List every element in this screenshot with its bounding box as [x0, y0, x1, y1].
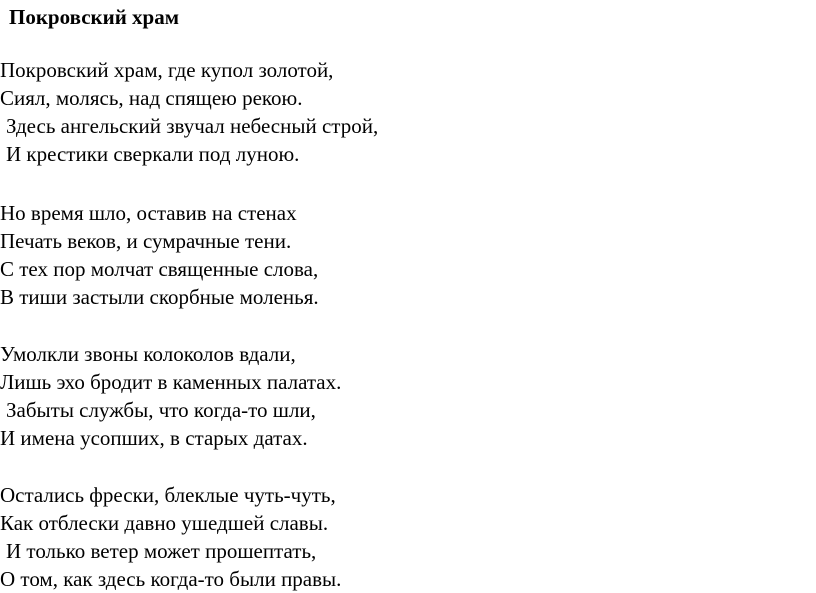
poem-line: В тиши застыли скорбные моленья. — [0, 285, 319, 309]
poem-title: Покровский храм — [9, 5, 180, 29]
stanza-1 — [0, 56, 378, 168]
poem-line: Как отблески давно ушедшей славы. — [0, 511, 329, 535]
stanza-3 — [0, 340, 341, 452]
stanza-2 — [0, 199, 319, 311]
poem-line: Но время шло, оставив на стенах — [0, 201, 297, 225]
poem-line: Лишь эхо бродит в каменных палатах. — [0, 370, 342, 394]
stanza-4 — [0, 481, 341, 593]
poem-line: И только ветер может прошептать, — [6, 539, 317, 563]
poem-line: Умолкли звоны колоколов вдали, — [0, 342, 296, 366]
poem-line: Здесь ангельский звучал небесный строй, — [6, 114, 379, 138]
poem-line: Остались фрески, блеклые чуть-чуть, — [0, 483, 336, 507]
poem-line: Печать веков, и сумрачные тени. — [0, 229, 292, 253]
poem-line: О том, как здесь когда-то были правы. — [0, 567, 342, 591]
poem-line: С тех пор молчат священные слова, — [0, 257, 319, 281]
poem-line: И имена усопших, в старых датах. — [0, 426, 308, 450]
poem-line: Забыты службы, что когда-то шли, — [6, 398, 316, 422]
poem-line: Сиял, молясь, над спящею рекою. — [0, 86, 303, 110]
poem-line: Покровский храм, где купол золотой, — [0, 58, 334, 82]
poem-line: И крестики сверкали под луною. — [6, 142, 300, 166]
